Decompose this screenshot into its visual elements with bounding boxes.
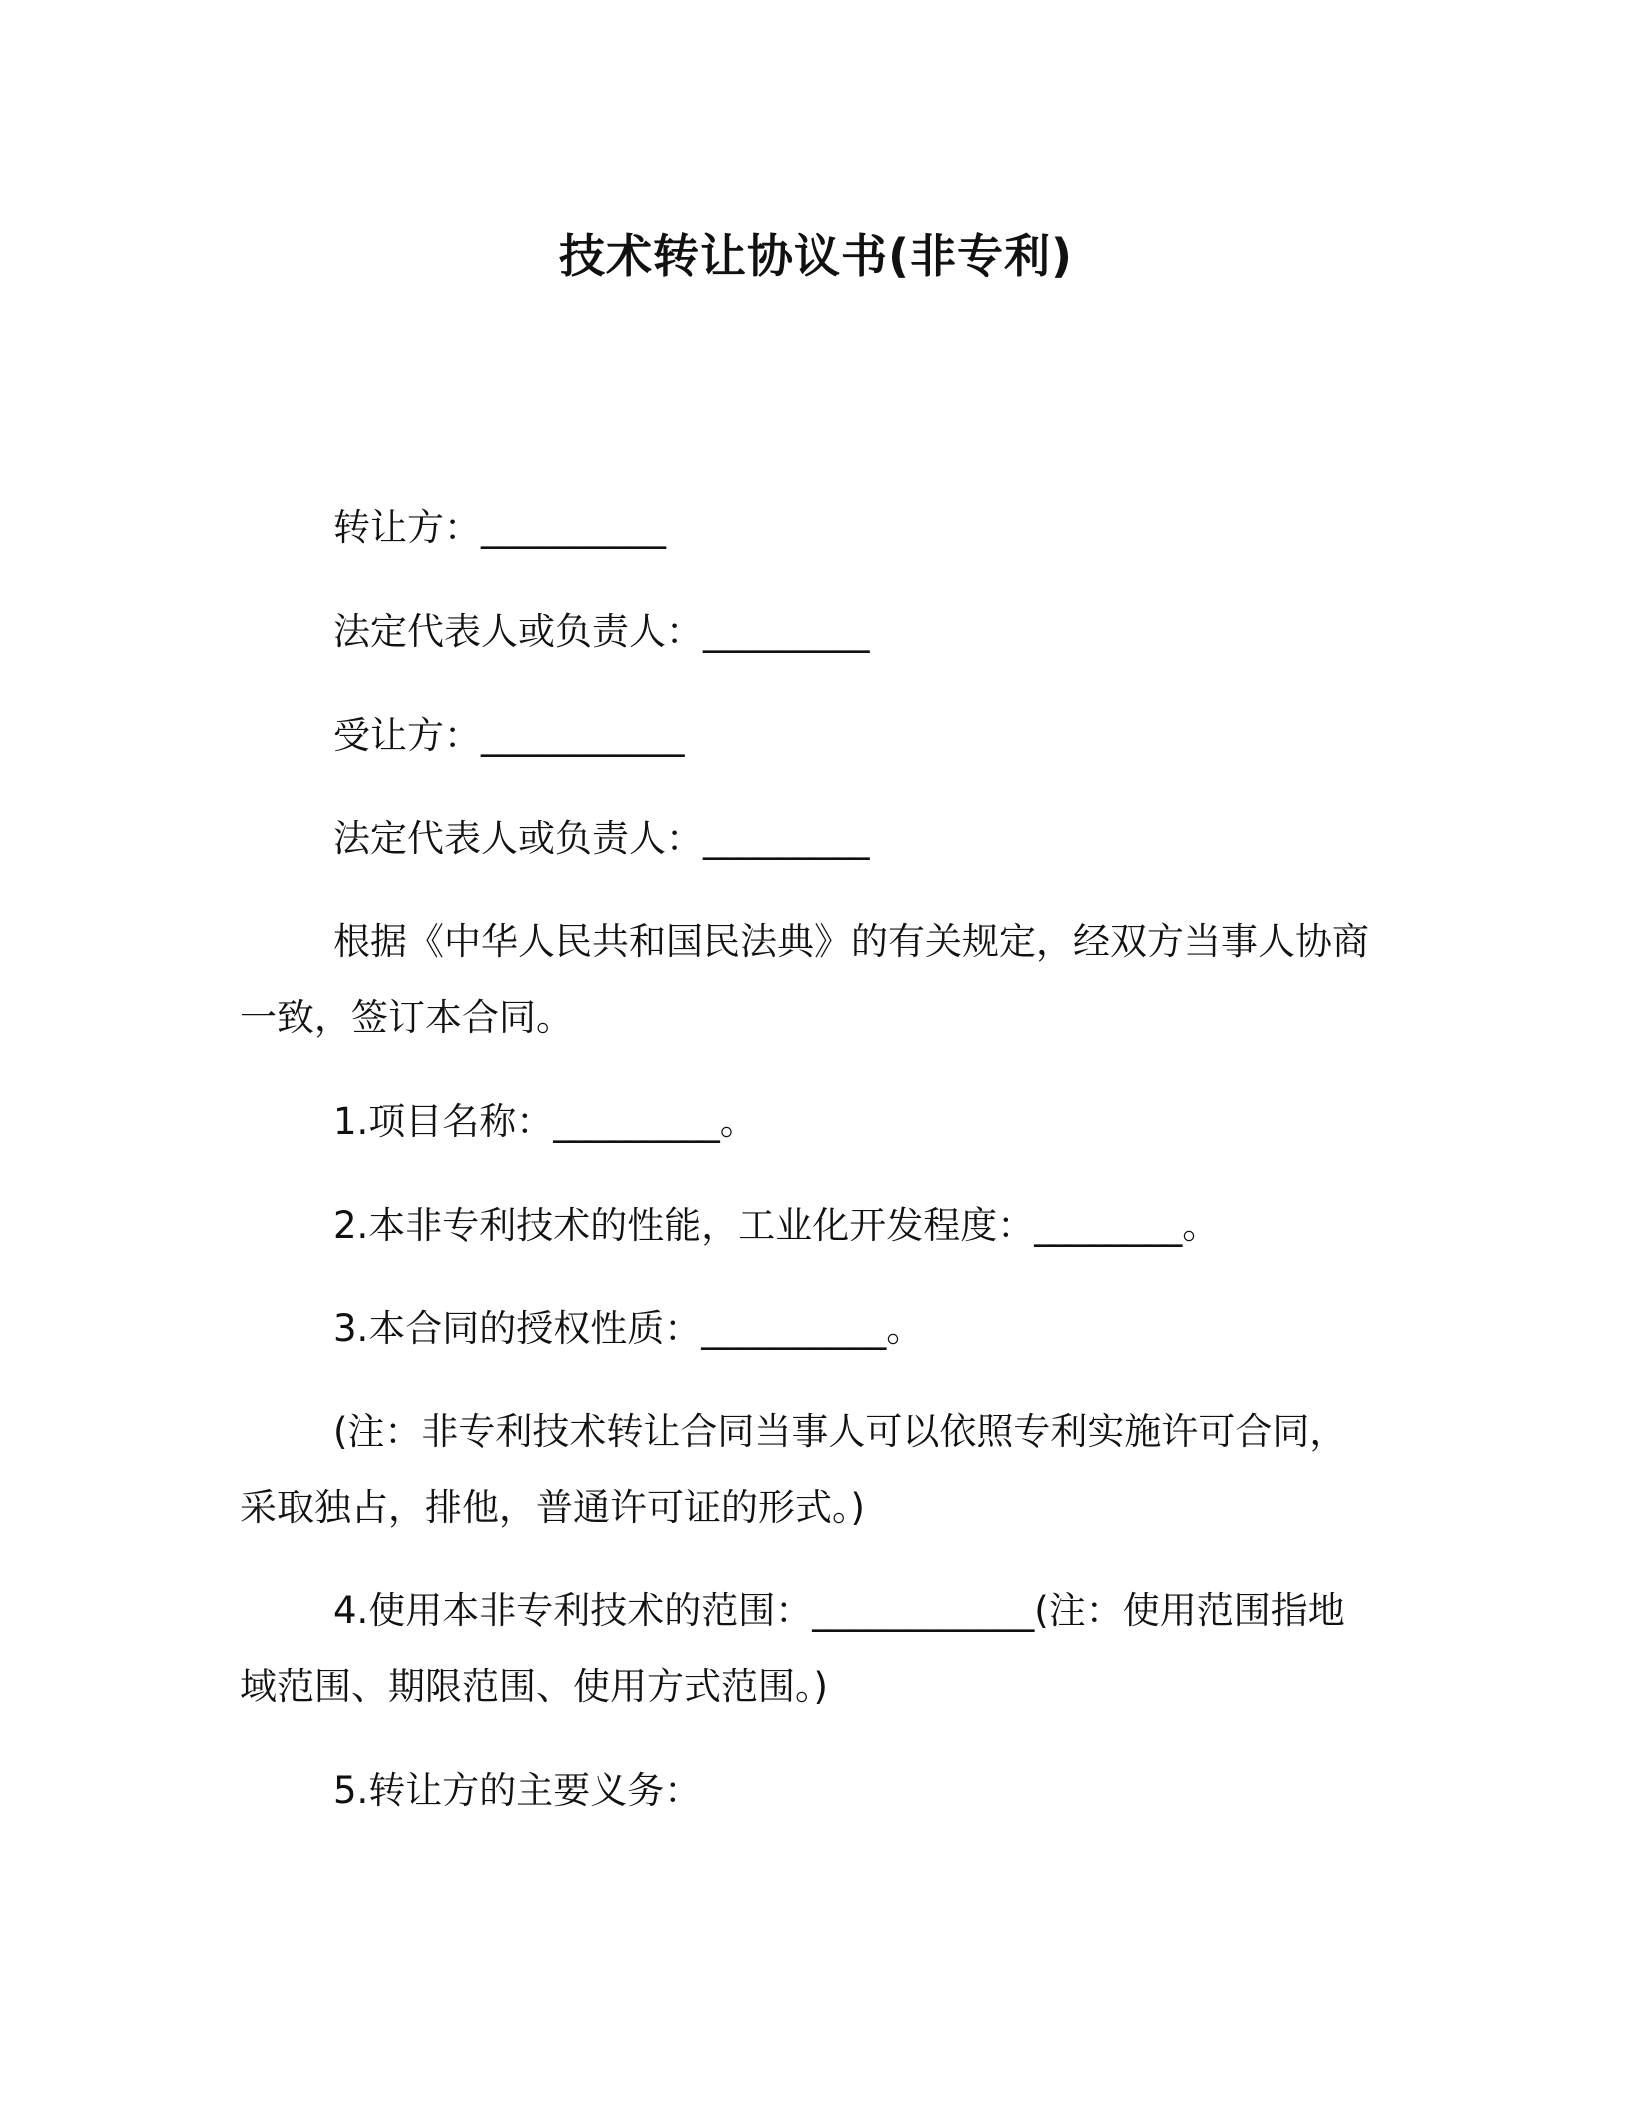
clause-4-scope-line-2: 域范围、期限范围、使用方式范围。) (240, 1665, 828, 1708)
preamble-line-1: 根据《中华人民共和国民法典》的有关规定，经双方当事人协商 (333, 920, 1369, 963)
note-line-1: (注：非专利技术转让合同当事人可以依照专利实施许可合同， (333, 1410, 1347, 1453)
clause-4-scope-line-1: 4.使用本非专利技术的范围：____________(注：使用范围指地 (333, 1589, 1345, 1632)
clause-2-performance: 2.本非专利技术的性能，工业化开发程度：________。 (333, 1204, 1220, 1247)
transferee-representative-line: 法定代表人或负责人：_________ (333, 817, 870, 860)
transferor-line: 转让方：__________ (333, 506, 666, 549)
transferor-representative-line: 法定代表人或负责人：_________ (333, 610, 870, 653)
clause-5-obligations: 5.转让方的主要义务： (333, 1769, 702, 1812)
clause-1-project-name: 1.项目名称：_________。 (333, 1100, 757, 1143)
document-title: 技术转让协议书(非专利) (558, 229, 1074, 283)
note-line-2: 采取独占，排他，普通许可证的形式。) (240, 1486, 865, 1529)
clause-3-authorization: 3.本合同的授权性质：__________。 (333, 1307, 924, 1350)
transferee-line: 受让方：___________ (333, 714, 685, 757)
preamble-line-2: 一致，签订本合同。 (240, 996, 573, 1039)
